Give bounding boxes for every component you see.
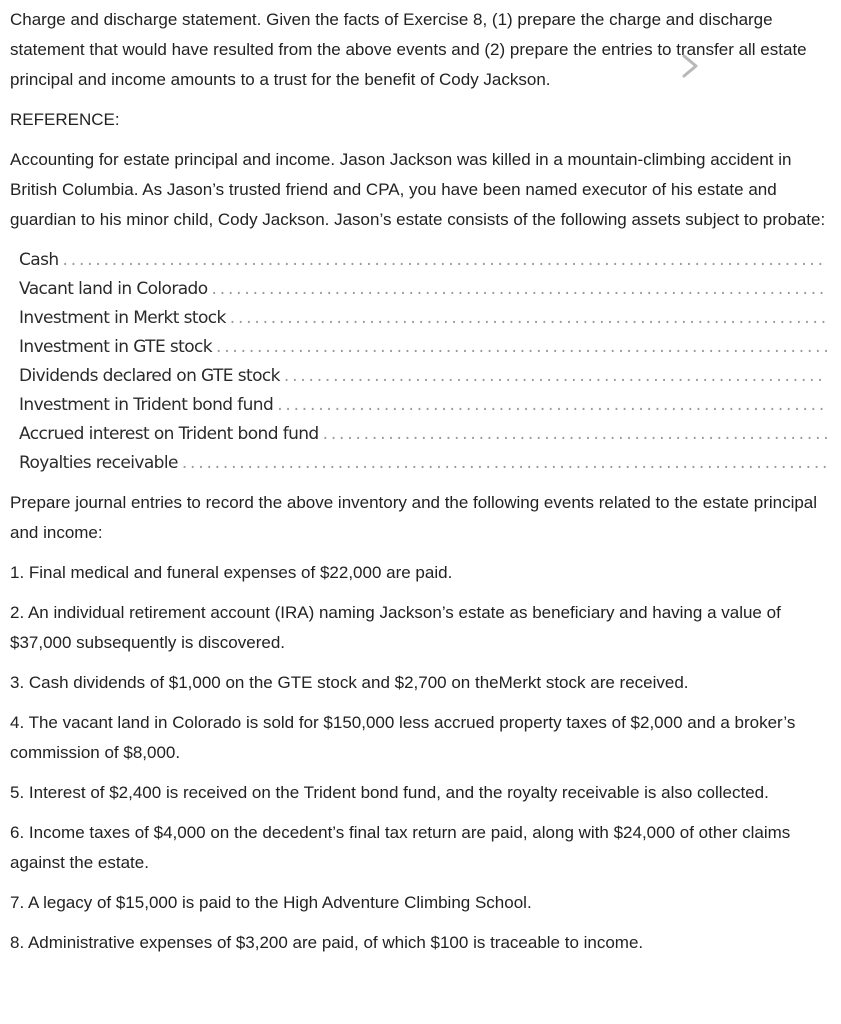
asset-label: Vacant land in Colorado (19, 279, 208, 299)
event-item: 5. Interest of $2,400 is received on the Trident bond fund, and the royalty receivable is also collected. (10, 783, 769, 802)
asset-row (19, 448, 827, 477)
event-item: 1. Final medical and funeral expenses of $22,000 are paid. (10, 563, 453, 582)
asset-label: Investment in Trident bond fund (19, 395, 274, 415)
dot-leader (319, 419, 827, 448)
asset-label: Investment in Merkt stock (19, 308, 226, 328)
event-item: 7. A legacy of $15,000 is paid to the High Adventure Climbing School. (10, 893, 532, 912)
dot-leader (59, 245, 827, 274)
accounting-paragraph: Accounting for estate principal and income. Jason Jackson was killed in a mountain-climbing accident in British Columbia. As Jason’s trusted friend and CPA, you have been named executor of his estate and guardian to his minor child, Cody Jackson. Jason’s estate consists of the following assets subject to probate: (10, 150, 826, 229)
asset-label: Accrued interest on Trident bond fund (19, 424, 319, 444)
asset-list (19, 245, 827, 477)
dot-leader (226, 303, 827, 332)
event-item: 6. Income taxes of $4,000 on the decedent’s final tax return are paid, along with $24,000 of other claims against the estate. (10, 823, 791, 872)
reference-label: REFERENCE: (10, 110, 120, 129)
dot-leader (178, 448, 827, 477)
asset-row (19, 390, 827, 419)
asset-row (19, 361, 827, 390)
document-page (10, 0, 836, 958)
dot-leader (212, 332, 827, 361)
asset-label: Royalties receivable (19, 453, 178, 473)
dot-leader (208, 274, 827, 303)
event-item: 2. An individual retirement account (IRA) naming Jackson’s estate as beneficiary and having a value of $37,000 subsequently is discovered. (10, 603, 781, 652)
prepare-paragraph: Prepare journal entries to record the above inventory and the following events related to the estate principal and income: (10, 493, 818, 542)
asset-row (19, 303, 827, 332)
asset-label: Cash (19, 250, 59, 270)
asset-row (19, 274, 827, 303)
dot-leader (273, 390, 827, 419)
dot-leader (280, 361, 827, 390)
event-item: 3. Cash dividends of $1,000 on the GTE stock and $2,700 on theMerkt stock are received. (10, 673, 689, 692)
asset-row (19, 245, 827, 274)
chevron-cursor-icon (679, 53, 701, 79)
asset-row (19, 419, 827, 448)
event-item: 8. Administrative expenses of $3,200 are paid, of which $100 is traceable to income. (10, 933, 644, 952)
event-item: 4. The vacant land in Colorado is sold for $150,000 less accrued property taxes of $2,000 and a broker’s commission of $8,000. (10, 713, 796, 762)
intro-paragraph: Charge and discharge statement. Given the facts of Exercise 8, (1) prepare the charge and discharge statement that would have resulted from the above events and (2) prepare the entries to transfer all estate principal and income amounts to a trust for the benefit of Cody Jackson. (10, 10, 807, 89)
asset-label: Dividends declared on GTE stock (19, 366, 280, 386)
asset-label: Investment in GTE stock (19, 337, 213, 357)
asset-row (19, 332, 827, 361)
